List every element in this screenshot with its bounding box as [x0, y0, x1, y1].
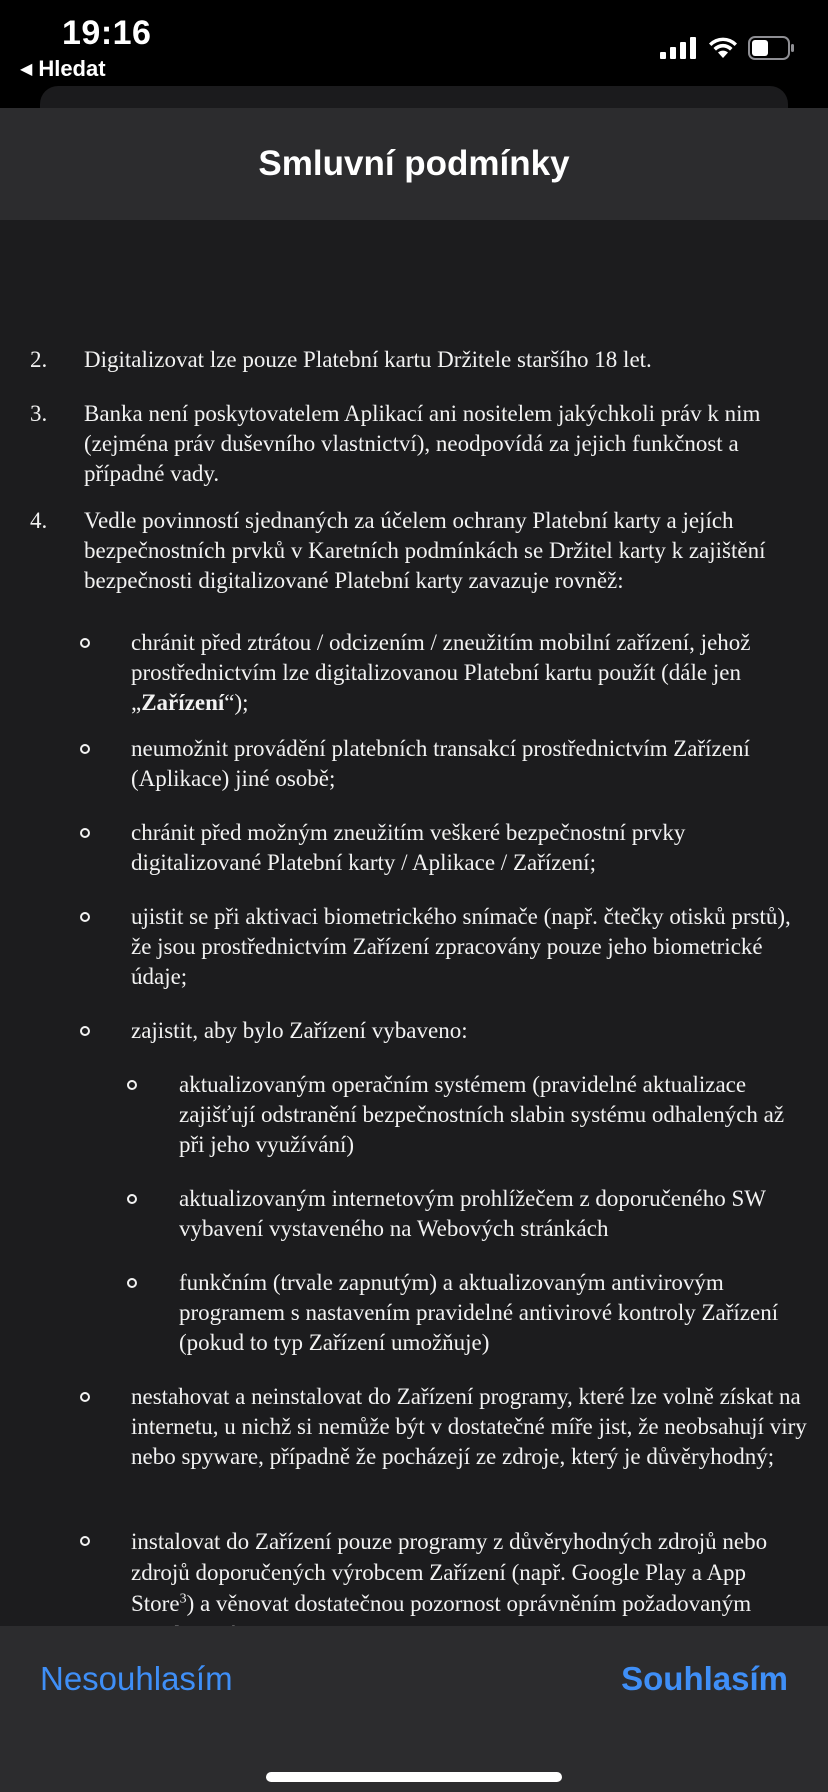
back-to-search[interactable]	[20, 56, 106, 82]
term-text: Vedle povinností sjednaných za účelem ochrany Platební karty a jejích bezpečnostních prvků v Karetních podmínkách se Držitel karty k zajištění bezpečnosti digitalizované Platební karty zavazuje rovněž:	[84, 508, 766, 593]
list-item-text: neumožnit provádění platebních transakcí prostřednictvím Zařízení (Aplikace) jiné osobě;	[131, 736, 750, 791]
term-text: Banka není poskytovatelem Aplikací ani nositelem jakýchkoli práv k nim (zejména práv duševního vlastnictví), neodpovídá za jejich funkčnost a případné vady.	[84, 401, 761, 486]
bullet-circle-icon	[80, 744, 90, 754]
bullet-circle-icon	[80, 828, 90, 838]
list-item-text: ujistit se při aktivaci biometrického snímače (např. čtečky otisků prstů), že jsou prostřednictvím Zařízení zpracovány pouze jeho biometrické údaje;	[131, 904, 791, 989]
bullet-circle-icon	[80, 1026, 90, 1036]
back-arrow-icon: ◀	[20, 61, 33, 78]
sheet-header	[0, 108, 828, 220]
term-number: 4.	[30, 508, 48, 533]
term-number: 2.	[30, 347, 48, 372]
bullet-circle-icon	[127, 1080, 137, 1090]
bullet-circle-icon	[80, 1392, 90, 1402]
bullet-circle-icon	[80, 1536, 90, 1546]
decline-button[interactable]: Nesouhlasím	[40, 1660, 233, 1697]
term-device-bold: Zařízení	[141, 690, 225, 715]
back-label: Hledat	[38, 56, 106, 81]
term-number: 3.	[30, 401, 48, 426]
list-item-text: zajistit, aby bylo Zařízení vybaveno:	[131, 1018, 468, 1043]
bullet-circle-icon	[127, 1194, 137, 1204]
footnote-mark: 3	[179, 1591, 187, 1607]
bullet-circle-icon	[80, 912, 90, 922]
signal-icon	[660, 37, 698, 59]
sub-list-item-text: funkčním (trvale zapnutým) a aktualizovaným antivirovým programem s nastavením pravidelné antivirové kontroly Zařízení (pokud to typ Zařízení umožňuje)	[179, 1270, 779, 1355]
action-bar	[0, 1626, 828, 1792]
accept-button[interactable]: Souhlasím	[621, 1660, 788, 1697]
system-icons	[660, 36, 796, 60]
list-item-text: instalovat do Zařízení pouze programy z důvěryhodných zdrojů nebo zdrojů doporučených výrobcem Zařízení (např. Google Play a App Store$^3$) a věnovat dostatečnou pozornost oprávněním požadovaným	[131, 1529, 768, 1616]
battery-icon	[748, 36, 796, 60]
sub-list-item-text: aktualizovaným operačním systémem (pravidelné aktualizace zajišťují odstranění bezpečnostních slabin systému odhalených až při jeho využívání)	[179, 1072, 785, 1157]
sheet-title: Smluvní podmínky	[258, 144, 570, 183]
term-text: Digitalizovat lze pouze Platební kartu Držitele staršího 18 let.	[84, 347, 652, 372]
wifi-icon	[708, 37, 738, 59]
list-item-text: chránit před možným zneužitím veškeré bezpečnostní prvky digitalizované Platební karty / Aplikace / Zařízení;	[131, 820, 686, 875]
bullet-circle-icon	[127, 1278, 137, 1288]
home-indicator[interactable]	[266, 1772, 562, 1782]
bullet-circle-icon	[80, 638, 90, 648]
terms-content[interactable]	[0, 220, 828, 1736]
clock: 19:16	[62, 14, 152, 52]
sub-list-item-text: aktualizovaným internetovým prohlížečem z doporučeného SW vybavení vystaveného na Webových stránkách	[179, 1186, 766, 1241]
status-bar	[0, 0, 828, 90]
list-item-text: nestahovat a neinstalovat do Zařízení programy, které lze volně získat na internetu, u nichž si nemůže být v dostatečné míře jist, že neobsahují viry nebo spyware, případně že pocházejí ze zdroje, který je důvěryhodný;	[131, 1384, 807, 1469]
list-item-text: chránit před ztrátou / odcizením / zneužitím mobilní zařízení, jehož prostřednictvím lze digitalizovanou Platební kartu použít (dále jen „Zařízení“);	[131, 630, 751, 715]
terms-sheet	[0, 108, 828, 1792]
